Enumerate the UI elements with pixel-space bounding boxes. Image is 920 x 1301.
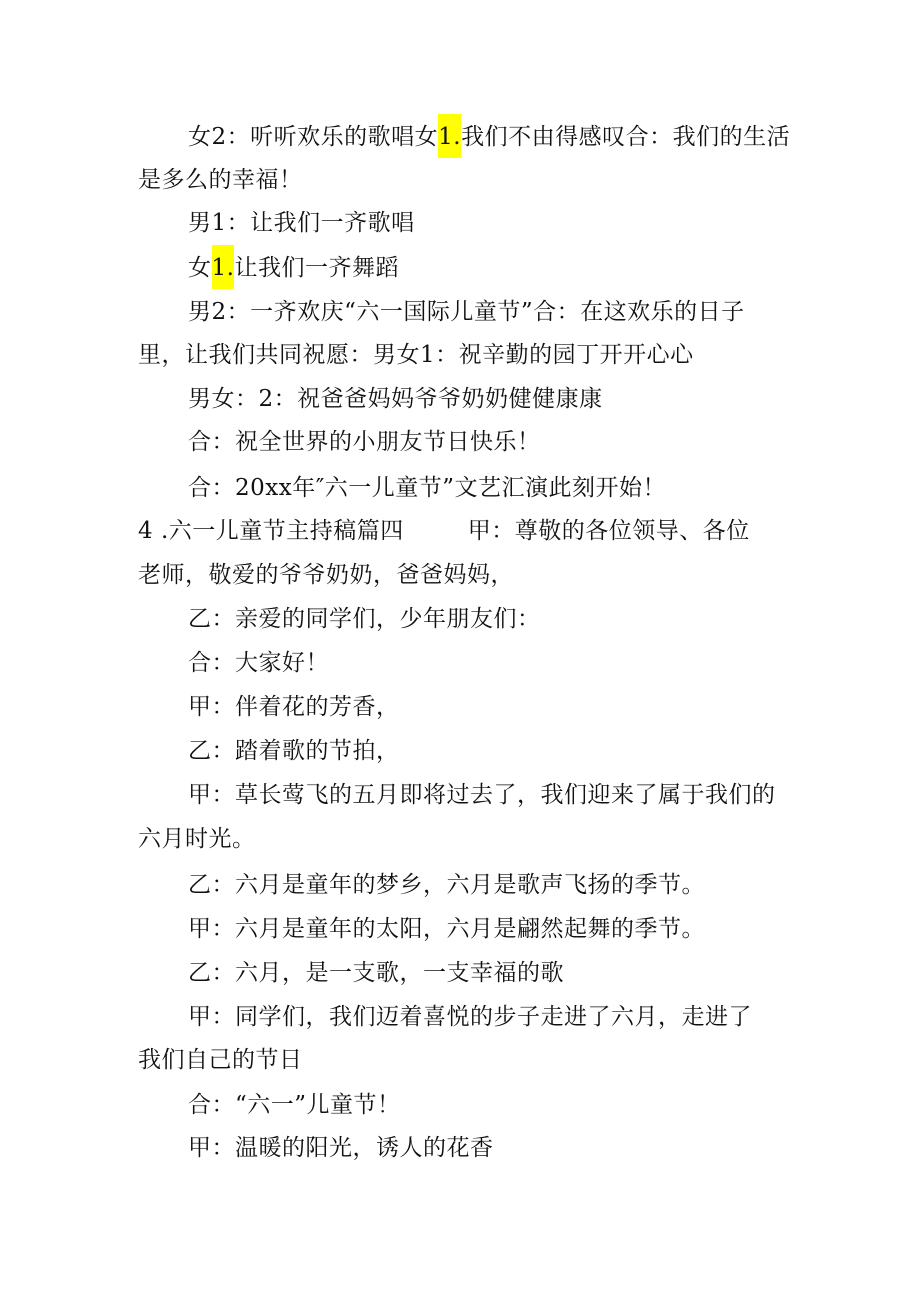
- text-line: 合：大家好！: [188, 650, 329, 676]
- text-line: [188, 253, 399, 283]
- text-line: 甲：伴着花的芳香，: [188, 694, 400, 720]
- text-line: 乙：六月，是一支歌，一支幸福的歌: [188, 960, 564, 986]
- text-line: 我们自己的节日: [138, 1047, 303, 1073]
- text-line: 合：20xx年″六一儿童节”文艺汇演此刻开始！: [188, 475, 667, 501]
- text-line: 里，让我们共同祝愿：男女1：祝辛勤的园丁开开心心: [138, 342, 694, 368]
- text-line: 男1：让我们一齐歌唱: [188, 210, 415, 236]
- text-line: 甲：草长莺飞的五月即将过去了，我们迎来了属于我们的: [188, 782, 776, 808]
- text-line: 甲：温暖的阳光，诱人的花香: [188, 1135, 494, 1161]
- text-segment: 我们不由得感叹合：我们的生活: [461, 124, 791, 150]
- section-heading-line: [138, 516, 750, 546]
- text-line: 乙：亲爱的同学们，少年朋友们：: [188, 606, 541, 632]
- text-line: [188, 122, 790, 152]
- text-line: 六月时光。: [138, 826, 256, 852]
- highlighted-marker: 1.: [438, 114, 461, 158]
- text-segment: 甲：尊敬的各位领导、各位: [467, 518, 750, 544]
- text-line: 老师，敬爱的爷爷奶奶，爸爸妈妈，: [138, 562, 514, 588]
- text-line: 乙：踏着歌的节拍，: [188, 738, 400, 764]
- text-line: 合：“六一”儿童节！: [188, 1092, 401, 1118]
- text-segment: 女2：听听欢乐的歌唱女: [188, 124, 439, 150]
- text-line: 男2：一齐欢庆“六一国际儿童节”合：在这欢乐的日子: [188, 299, 745, 325]
- text-line: 甲：同学们，我们迈着喜悦的步子走进了六月，走进了: [188, 1004, 752, 1030]
- highlighted-marker: 1.: [212, 245, 235, 289]
- text-line: 是多么的幸福！: [138, 167, 303, 193]
- text-line: 男女：2：祝爸爸妈妈爷爷奶奶健健康康: [188, 386, 603, 412]
- text-line: 甲：六月是童年的太阳，六月是翩然起舞的季节。: [188, 916, 705, 942]
- section-heading: 4 .六一儿童节主持稿篇四: [138, 518, 404, 544]
- text-line: 合：祝全世界的小朋友节日快乐！: [188, 429, 541, 455]
- text-segment: 让我们一齐舞蹈: [234, 255, 399, 281]
- text-segment: 女: [188, 255, 212, 281]
- text-line: 乙：六月是童年的梦乡，六月是歌声飞扬的季节。: [188, 872, 705, 898]
